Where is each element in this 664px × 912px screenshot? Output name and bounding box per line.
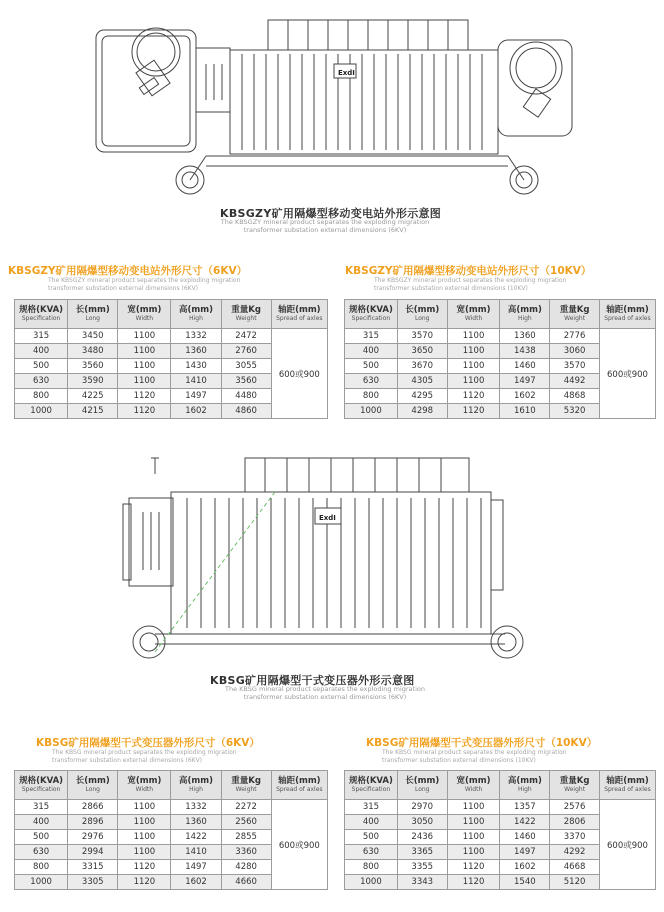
cell-spec: 315 xyxy=(15,800,68,815)
cell-weight: 2472 xyxy=(221,329,271,344)
cell-weight: 3060 xyxy=(550,344,600,359)
cell-high: 1360 xyxy=(500,329,550,344)
header-label: 重量Kg xyxy=(231,305,261,315)
cell-high: 1602 xyxy=(500,389,550,404)
cell-weight: 5120 xyxy=(550,875,600,890)
cell-long: 3590 xyxy=(68,374,118,389)
cell-spec: 500 xyxy=(345,359,398,374)
header-label-en: Specification xyxy=(21,315,61,322)
header-label: 轴距(mm) xyxy=(278,305,321,315)
header-label-en: Specification xyxy=(351,315,391,322)
cell-weight: 2576 xyxy=(550,800,600,815)
cell-long: 2436 xyxy=(397,830,447,845)
cell-width: 1100 xyxy=(447,800,500,815)
cell-width: 1100 xyxy=(447,359,500,374)
spec-table-kbsgzy-6kv xyxy=(14,299,328,419)
cell-long: 3343 xyxy=(397,875,447,890)
cell-long: 3365 xyxy=(397,845,447,860)
column-header-width xyxy=(118,300,171,329)
cell-weight: 2272 xyxy=(221,800,271,815)
cell-width: 1100 xyxy=(447,344,500,359)
cell-weight: 2855 xyxy=(221,830,271,845)
header-label-en: Spread of axles xyxy=(276,315,323,322)
cell-width: 1100 xyxy=(118,344,171,359)
cell-long: 3355 xyxy=(397,860,447,875)
cell-weight: 4292 xyxy=(550,845,600,860)
cell-width: 1120 xyxy=(447,404,500,419)
cell-width: 1100 xyxy=(447,815,500,830)
cell-spec: 630 xyxy=(15,845,68,860)
cell-long: 3450 xyxy=(68,329,118,344)
cell-spec: 400 xyxy=(345,344,398,359)
cell-high: 1497 xyxy=(171,860,221,875)
cell-long: 2896 xyxy=(68,815,118,830)
subtitle-line: The KBSGZY mineral product separates the exploding migration xyxy=(48,277,241,284)
cell-long: 4298 xyxy=(397,404,447,419)
cell-width: 1120 xyxy=(118,404,171,419)
cell-long: 4215 xyxy=(68,404,118,419)
header-label-en: Long xyxy=(85,315,100,322)
cell-high: 1422 xyxy=(171,830,221,845)
spec-table-kbsgzy-10kv xyxy=(344,299,656,419)
cell-weight: 3360 xyxy=(221,845,271,860)
column-header-high xyxy=(500,771,550,800)
header-label-en: Spread of axles xyxy=(604,315,651,322)
cell-high: 1497 xyxy=(171,389,221,404)
table-header-row xyxy=(345,771,656,800)
subtitle-line: transformer substation external dimensions (6KV) xyxy=(52,756,203,764)
table-row xyxy=(15,329,328,344)
cell-spec: 630 xyxy=(15,374,68,389)
cell-width: 1120 xyxy=(447,875,500,890)
kbsgzy-substation-drawing xyxy=(88,12,588,197)
cell-axle: 600或900 xyxy=(271,329,327,419)
header-label-en: Spread of axles xyxy=(276,786,323,793)
cell-spec: 315 xyxy=(345,329,398,344)
column-header-weight xyxy=(550,771,600,800)
column-header-weight xyxy=(550,300,600,329)
cell-spec: 315 xyxy=(345,800,398,815)
column-header-weight xyxy=(221,300,271,329)
cell-high: 1422 xyxy=(500,815,550,830)
cell-long: 4295 xyxy=(397,389,447,404)
table-title-kbsg-6kv: KBSG矿用隔爆型干式变压器外形尺寸（6KV） xyxy=(36,737,260,749)
cell-weight: 3560 xyxy=(221,374,271,389)
header-label-en: Long xyxy=(414,786,430,793)
header-label: 高(mm) xyxy=(507,776,542,786)
header-label: 轴距(mm) xyxy=(606,305,649,315)
table-header-row xyxy=(15,300,328,329)
cell-width: 1120 xyxy=(118,860,171,875)
figure-caption-en-line: transformer substation external dimensions (6KV) xyxy=(243,226,407,234)
cell-long: 2994 xyxy=(68,845,118,860)
column-header-high xyxy=(171,300,221,329)
column-header-weight xyxy=(221,771,271,800)
header-label: 宽(mm) xyxy=(456,776,491,786)
table-header-row xyxy=(345,300,656,329)
cell-width: 1120 xyxy=(118,875,171,890)
cell-width: 1120 xyxy=(118,389,171,404)
cell-long: 3650 xyxy=(397,344,447,359)
header-label-en: Long xyxy=(414,315,430,322)
table-row xyxy=(15,800,328,815)
cell-high: 1438 xyxy=(500,344,550,359)
cell-spec: 1000 xyxy=(15,404,68,419)
column-header-spec xyxy=(345,771,398,800)
cell-spec: 1000 xyxy=(15,875,68,890)
cell-weight: 4480 xyxy=(221,389,271,404)
cell-weight: 2806 xyxy=(550,815,600,830)
cell-spec: 400 xyxy=(15,815,68,830)
column-header-axle xyxy=(599,771,655,800)
cell-long: 3050 xyxy=(397,815,447,830)
header-label-en: High xyxy=(517,315,532,322)
header-label: 轴距(mm) xyxy=(278,776,321,786)
table-title-kbsgzy-6kv: KBSGZY矿用隔爆型移动变电站外形尺寸（6KV） xyxy=(8,265,248,277)
cell-weight: 2776 xyxy=(550,329,600,344)
figure-caption-en-line: The KBSG mineral product separates the exploding migration xyxy=(225,685,425,693)
cell-spec: 315 xyxy=(15,329,68,344)
cell-width: 1100 xyxy=(447,845,500,860)
table-subtitle-kbsg-6kv xyxy=(52,749,237,764)
column-header-axle xyxy=(271,300,327,329)
table-title-kbsgzy-10kv: KBSGZY矿用隔爆型移动变电站外形尺寸（10KV） xyxy=(345,265,592,277)
cell-axle: 600或900 xyxy=(599,800,655,890)
figure-caption-kbsg: KBSG矿用隔爆型干式变压器外形示意图 xyxy=(210,674,415,687)
nameplate-text: ExdI xyxy=(338,69,355,77)
cell-long: 3480 xyxy=(68,344,118,359)
column-header-spec xyxy=(15,300,68,329)
cell-weight: 3055 xyxy=(221,359,271,374)
cell-weight: 4668 xyxy=(550,860,600,875)
header-label-en: Width xyxy=(464,786,483,793)
cell-high: 1410 xyxy=(171,845,221,860)
kbsg-transformer-drawing xyxy=(115,452,535,667)
cell-weight: 4860 xyxy=(221,404,271,419)
cell-long: 3305 xyxy=(68,875,118,890)
header-label-en: Weight xyxy=(235,786,257,793)
cell-high: 1360 xyxy=(171,344,221,359)
cell-weight: 5320 xyxy=(550,404,600,419)
spec-table-kbsg-10kv xyxy=(344,770,656,890)
cell-width: 1100 xyxy=(118,830,171,845)
cell-long: 3560 xyxy=(68,359,118,374)
cell-spec: 400 xyxy=(15,344,68,359)
cell-spec: 800 xyxy=(15,860,68,875)
cell-spec: 630 xyxy=(345,374,398,389)
header-label: 长(mm) xyxy=(405,305,440,315)
header-label: 重量Kg xyxy=(231,776,261,786)
cell-high: 1610 xyxy=(500,404,550,419)
cell-width: 1120 xyxy=(447,389,500,404)
header-label-en: High xyxy=(189,315,203,322)
column-header-width xyxy=(118,771,171,800)
table-header-row xyxy=(15,771,328,800)
header-label: 宽(mm) xyxy=(127,305,162,315)
cell-axle: 600或900 xyxy=(271,800,327,890)
header-label-en: Specification xyxy=(351,786,391,793)
cell-width: 1100 xyxy=(118,845,171,860)
cell-high: 1497 xyxy=(500,374,550,389)
nameplate-text: ExdI xyxy=(319,514,336,522)
header-label: 高(mm) xyxy=(179,305,214,315)
cell-width: 1100 xyxy=(118,359,171,374)
cell-high: 1357 xyxy=(500,800,550,815)
column-header-width xyxy=(447,300,500,329)
table-subtitle-kbsgzy-10kv xyxy=(374,277,566,292)
header-label-en: Weight xyxy=(564,786,586,793)
cell-axle: 600或900 xyxy=(599,329,655,419)
column-header-long xyxy=(397,771,447,800)
figure-caption-en-line: transformer substation external dimensions (6KV) xyxy=(243,693,407,701)
cell-high: 1332 xyxy=(171,329,221,344)
subtitle-line: transformer substation external dimensions (6KV) xyxy=(48,284,199,292)
cell-weight: 4660 xyxy=(221,875,271,890)
header-label-en: Weight xyxy=(235,315,257,322)
cell-spec: 400 xyxy=(345,815,398,830)
table-title-kbsg-10kv: KBSG矿用隔爆型干式变压器外形尺寸（10KV） xyxy=(366,737,598,749)
subtitle-line: transformer substation external dimensions (10KV) xyxy=(374,284,528,292)
column-header-long xyxy=(397,300,447,329)
subtitle-line: The KBSG mineral product separates the exploding migration xyxy=(52,749,237,756)
cell-spec: 1000 xyxy=(345,875,398,890)
cell-long: 4305 xyxy=(397,374,447,389)
cell-high: 1430 xyxy=(171,359,221,374)
cell-high: 1332 xyxy=(171,800,221,815)
header-label: 长(mm) xyxy=(75,776,110,786)
cell-spec: 800 xyxy=(345,389,398,404)
cell-long: 3315 xyxy=(68,860,118,875)
header-label: 规格(KVA) xyxy=(19,305,64,315)
cell-width: 1100 xyxy=(447,830,500,845)
table-subtitle-kbsgzy-6kv xyxy=(48,277,240,292)
column-header-axle xyxy=(271,771,327,800)
header-label-en: Width xyxy=(464,315,483,322)
column-header-spec xyxy=(345,300,398,329)
cell-long: 2866 xyxy=(68,800,118,815)
header-label-en: High xyxy=(189,786,203,793)
cell-weight: 4280 xyxy=(221,860,271,875)
cell-high: 1360 xyxy=(171,815,221,830)
cell-high: 1602 xyxy=(171,875,221,890)
cell-width: 1100 xyxy=(447,374,500,389)
header-label-en: Width xyxy=(135,315,154,322)
cell-weight: 4492 xyxy=(550,374,600,389)
column-header-long xyxy=(68,300,118,329)
cell-weight: 3370 xyxy=(550,830,600,845)
cell-long: 4225 xyxy=(68,389,118,404)
figure-caption-kbsgzy: KBSGZY矿用隔爆型移动变电站外形示意图 xyxy=(220,207,442,220)
figure-caption-en-line: The KBSGZY mineral product separates the exploding migration xyxy=(220,218,430,226)
cell-spec: 800 xyxy=(15,389,68,404)
cell-spec: 1000 xyxy=(345,404,398,419)
cell-high: 1460 xyxy=(500,359,550,374)
cell-long: 2970 xyxy=(397,800,447,815)
cell-weight: 3570 xyxy=(550,359,600,374)
header-label: 长(mm) xyxy=(75,305,110,315)
subtitle-line: transformer substation external dimensions (10KV) xyxy=(382,756,536,764)
header-label: 规格(KVA) xyxy=(19,776,64,786)
header-label: 重量Kg xyxy=(559,305,590,315)
figure-caption-en-kbsg xyxy=(205,685,445,701)
cell-weight: 2560 xyxy=(221,815,271,830)
header-label: 宽(mm) xyxy=(456,305,491,315)
table-subtitle-kbsg-10kv xyxy=(382,749,567,764)
cell-width: 1100 xyxy=(447,329,500,344)
header-label-en: Spread of axles xyxy=(604,786,651,793)
cell-high: 1602 xyxy=(171,404,221,419)
cell-spec: 500 xyxy=(15,830,68,845)
cell-high: 1460 xyxy=(500,830,550,845)
header-label-en: High xyxy=(517,786,532,793)
cell-high: 1410 xyxy=(171,374,221,389)
cell-spec: 630 xyxy=(345,845,398,860)
cell-width: 1100 xyxy=(118,329,171,344)
cell-width: 1120 xyxy=(447,860,500,875)
figure-caption-en-kbsgzy xyxy=(210,218,440,234)
header-label: 高(mm) xyxy=(179,776,214,786)
header-label: 规格(KVA) xyxy=(348,776,393,786)
header-label-en: Specification xyxy=(21,786,61,793)
column-header-high xyxy=(171,771,221,800)
column-header-axle xyxy=(599,300,655,329)
cell-spec: 500 xyxy=(345,830,398,845)
header-label: 长(mm) xyxy=(405,776,440,786)
cell-high: 1540 xyxy=(500,875,550,890)
subtitle-line: The KBSGZY mineral product separates the exploding migration xyxy=(374,277,567,284)
column-header-high xyxy=(500,300,550,329)
cell-long: 3570 xyxy=(397,329,447,344)
subtitle-line: The KBSG mineral product separates the exploding migration xyxy=(382,749,567,756)
header-label: 宽(mm) xyxy=(127,776,162,786)
cell-width: 1100 xyxy=(118,374,171,389)
header-label: 轴距(mm) xyxy=(606,776,649,786)
cell-high: 1602 xyxy=(500,860,550,875)
header-label: 重量Kg xyxy=(559,776,590,786)
header-label-en: Width xyxy=(135,786,154,793)
cell-width: 1100 xyxy=(118,815,171,830)
header-label: 规格(KVA) xyxy=(348,305,393,315)
cell-long: 2976 xyxy=(68,830,118,845)
header-label: 高(mm) xyxy=(507,305,542,315)
column-header-width xyxy=(447,771,500,800)
column-header-spec xyxy=(15,771,68,800)
cell-spec: 500 xyxy=(15,359,68,374)
table-row xyxy=(345,329,656,344)
cell-width: 1100 xyxy=(118,800,171,815)
header-label-en: Weight xyxy=(564,315,586,322)
column-header-long xyxy=(68,771,118,800)
spec-table-kbsg-6kv xyxy=(14,770,328,890)
cell-weight: 2760 xyxy=(221,344,271,359)
cell-weight: 4868 xyxy=(550,389,600,404)
header-label-en: Long xyxy=(85,786,100,793)
table-row xyxy=(345,800,656,815)
cell-long: 3670 xyxy=(397,359,447,374)
cell-spec: 800 xyxy=(345,860,398,875)
cell-high: 1497 xyxy=(500,845,550,860)
